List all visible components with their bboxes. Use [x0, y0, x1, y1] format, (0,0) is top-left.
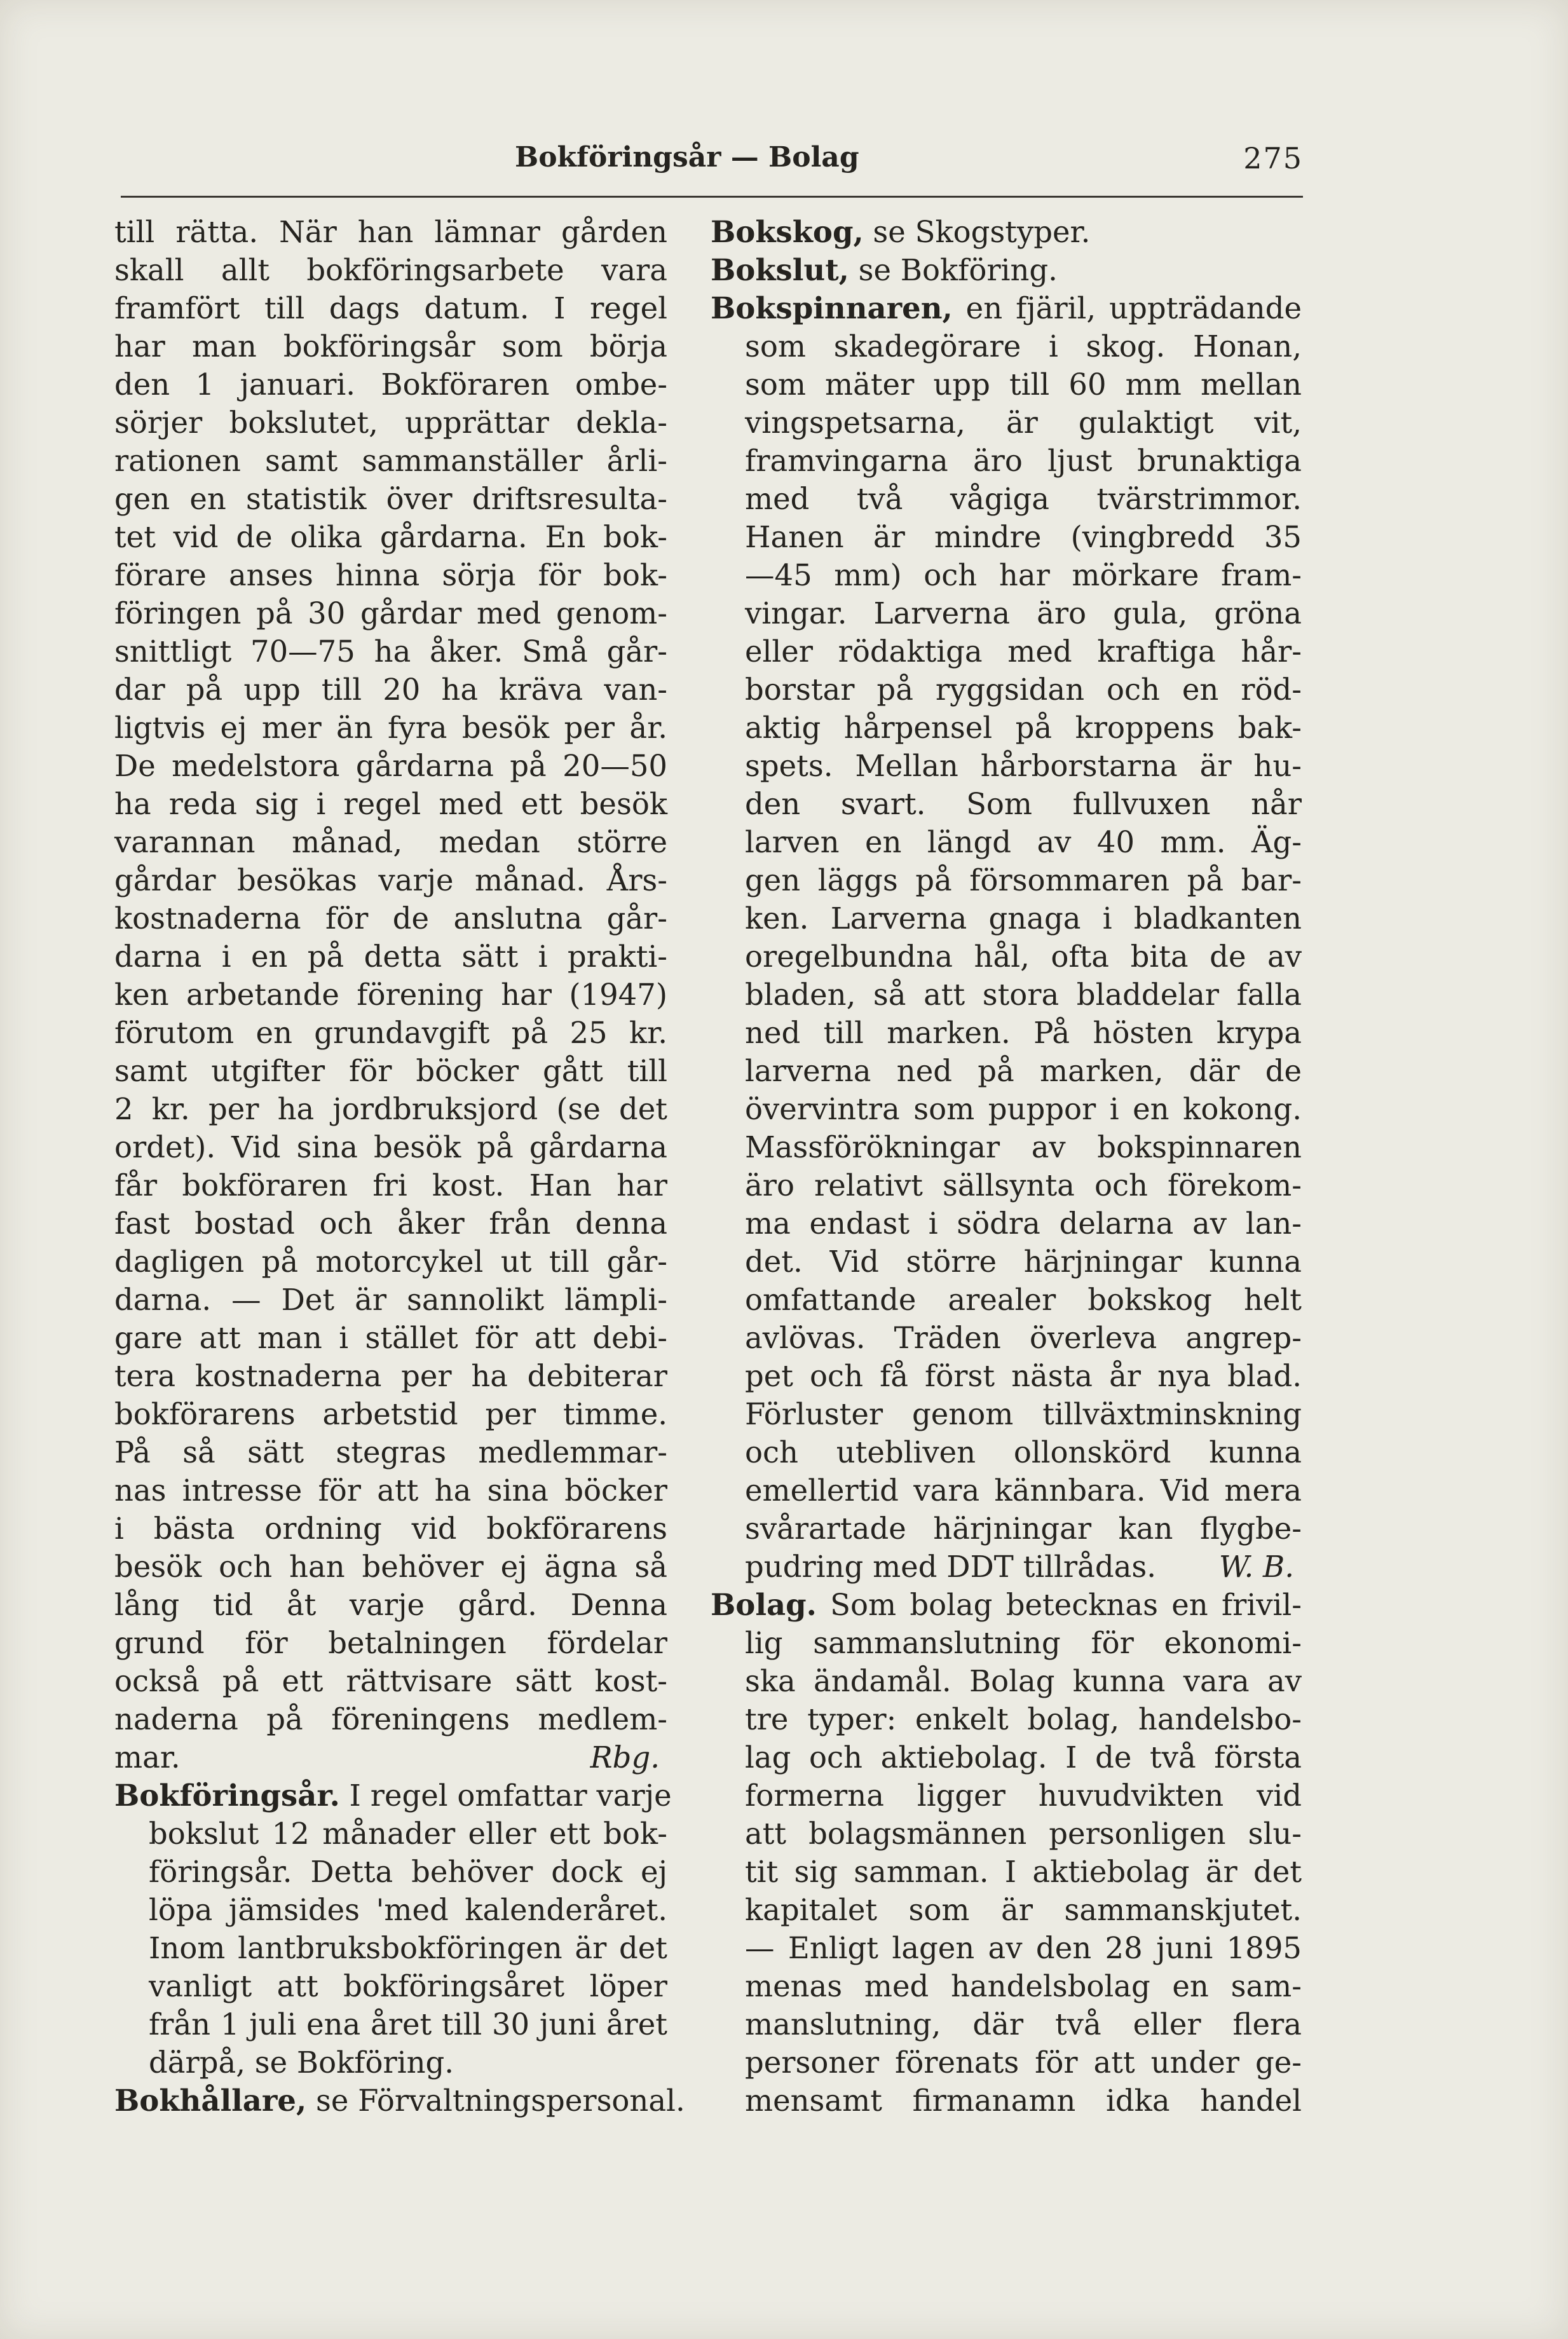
text-line: som mäter upp till 60 mm mellan	[745, 367, 1302, 402]
header-rule	[121, 196, 1303, 198]
running-head: Bokföringsår — Bolag	[515, 141, 859, 174]
text-line: avlövas. Träden överleva angrep-	[745, 1321, 1302, 1355]
entry-last-line: pudring med DDT tillrådas.	[745, 1550, 1156, 1584]
text-line: till rätta. När han lämnar gården	[114, 215, 667, 249]
text-line: larven en längd av 40 mm. Äg-	[745, 825, 1302, 859]
entry-headword: Bokhållare,	[114, 2083, 307, 2118]
text-line: Massförökningar av bokspinnaren	[745, 1130, 1302, 1164]
entry-body	[114, 1815, 667, 2043]
text-line: varannan månad, medan större	[114, 825, 667, 859]
text-line: ken. Larverna gnaga i bladkanten	[745, 901, 1302, 936]
text-line: att bolagsmännen personligen slu-	[745, 1817, 1302, 1851]
text-line: oregelbundna hål, ofta bita de av	[745, 939, 1302, 974]
text-line: —45 mm) och har mörkare fram-	[745, 558, 1302, 592]
text-line: snittligt 70—75 ha åker. Små går-	[114, 634, 667, 669]
entry-headword: Bolag.	[711, 1587, 817, 1622]
entry-bolag	[711, 1586, 1302, 2120]
text-line: — Enligt lagen av den 28 juni 1895	[745, 1931, 1302, 1965]
text-line: aktig hårpensel på kroppens bak-	[745, 711, 1302, 745]
entry-text: en fjäril, uppträdande	[952, 291, 1302, 325]
text-line: från 1 juli ena året till 30 juni året	[149, 2007, 667, 2042]
entry-text: se Förvaltningspersonal.	[306, 2083, 685, 2118]
entry-bokspinnaren	[711, 289, 1302, 1586]
text-line: den 1 januari. Bokföraren ombe-	[114, 367, 667, 402]
text-line: med två vågiga tvärstrimmor.	[745, 482, 1302, 516]
entry-body	[711, 1624, 1302, 2120]
text-line: darna i en på detta sätt i prakti-	[114, 939, 667, 974]
text-line: 2 kr. per ha jordbruksjord (se det	[114, 1092, 667, 1126]
text-line: gen läggs på försommaren på bar-	[745, 863, 1302, 897]
text-line: vanligt att bokföringsåret löper	[149, 1969, 667, 2003]
text-line: får bokföraren fri kost. Han har	[114, 1168, 667, 1203]
text-line: ligtvis ej mer än fyra besök per år.	[114, 711, 667, 745]
text-line: menas med handelsbolag en sam-	[745, 1969, 1302, 2003]
entry-headword: Bokspinnaren,	[711, 290, 953, 325]
text-line: formerna ligger huvudvikten vid	[745, 1778, 1302, 1813]
text-line: löpa jämsides 'med kalenderåret.	[149, 1893, 667, 1927]
author-signature: W. B.	[1218, 1550, 1294, 1584]
text-line: besök och han behöver ej ägna så	[114, 1550, 667, 1584]
text-line: gen en statistik över driftsresulta-	[114, 482, 667, 516]
entry-headword: Bokskog,	[711, 214, 864, 249]
text-line: ska ändamål. Bolag kunna vara av	[745, 1664, 1302, 1698]
entry-bokskog	[711, 213, 1302, 251]
text-line: larverna ned på marken, där de	[745, 1054, 1302, 1088]
text-line: eller rödaktiga med kraftiga hår-	[745, 634, 1302, 669]
text-line: ma endast i södra delarna av lan-	[745, 1206, 1302, 1241]
paragraph-end-line	[114, 1738, 667, 1776]
page-number: 275	[1243, 141, 1303, 175]
text-line: grund för betalningen fördelar	[114, 1626, 667, 1660]
text-line: omfattande arealer bokskog helt	[745, 1283, 1302, 1317]
right-column	[711, 213, 1302, 2120]
continued-paragraph	[114, 213, 667, 1738]
text-line: kapitalet som är sammanskjutet.	[745, 1893, 1302, 1927]
text-line: i bästa ordning vid bokförarens	[114, 1511, 667, 1546]
entry-bokforingsar	[114, 1776, 672, 2082]
text-line: lång tid åt varje gård. Denna	[114, 1588, 667, 1622]
text-line: den svart. Som fullvuxen når	[745, 787, 1302, 821]
text-line: darna. — Det är sannolikt lämpli-	[114, 1283, 667, 1317]
text-line: tre typer: enkelt bolag, handelsbo-	[745, 1702, 1302, 1736]
text-line: spets. Mellan hårborstarna är hu-	[745, 749, 1302, 783]
text-line: manslutning, där två eller flera	[745, 2007, 1302, 2042]
text-line: skall allt bokföringsarbete vara	[114, 253, 667, 287]
entry-text: I regel omfattar varje	[339, 1778, 672, 1813]
text-line: föringsår. Detta behöver dock ej	[149, 1855, 667, 1889]
text-line: vingspetsarna, är gulaktigt vit,	[745, 406, 1302, 440]
text-line: lig sammanslutning för ekonomi-	[745, 1626, 1302, 1660]
text-line: ordet). Vid sina besök på gårdarna	[114, 1130, 667, 1164]
entry-bokhallare	[114, 2082, 685, 2120]
entry-headword: Bokföringsår.	[114, 1778, 340, 1813]
text-line: mensamt firmanamn idka handel	[745, 2083, 1302, 2118]
text-line: rationen samt sammanställer årli-	[114, 444, 667, 478]
text-line: samt utgifter för böcker gått till	[114, 1054, 667, 1088]
text-line: fast bostad och åker från denna	[114, 1206, 667, 1241]
entry-last-line: därpå, se Bokföring.	[149, 2045, 454, 2080]
entry-bokslut	[711, 251, 1302, 289]
text-line: Hanen är mindre (vingbredd 35	[745, 520, 1302, 554]
text-line: dagligen på motorcykel ut till går-	[114, 1245, 667, 1279]
text-line: ned till marken. På hösten krypa	[745, 1016, 1302, 1050]
text-line: emellertid vara kännbara. Vid mera	[745, 1473, 1302, 1508]
text-line: Inom lantbruksbokföringen är det	[149, 1931, 667, 1965]
text-line: svårartade härjningar kan flygbe-	[745, 1511, 1302, 1546]
text-line: gare att man i stället för att debi-	[114, 1321, 667, 1355]
page-header	[121, 141, 1303, 186]
text-line: tet vid de olika gårdarna. En bok-	[114, 520, 667, 554]
text-line: ha reda sig i regel med ett besök	[114, 787, 667, 821]
text-line: och utebliven ollonskörd kunna	[745, 1435, 1302, 1470]
text-line: tera kostnaderna per ha debiterar	[114, 1359, 667, 1393]
text-line: förutom en grundavgift på 25 kr.	[114, 1016, 667, 1050]
text-line: bladen, så att stora bladdelar falla	[745, 978, 1302, 1012]
text-line: också på ett rättvisare sätt kost-	[114, 1664, 667, 1698]
entry-body	[711, 327, 1302, 1548]
text-line: nas intresse för att ha sina böcker	[114, 1473, 667, 1508]
paragraph-last-line: mar.	[114, 1740, 181, 1775]
text-line: bokförarens arbetstid per timme.	[114, 1397, 667, 1431]
text-line: föringen på 30 gårdar med genom-	[114, 596, 667, 631]
text-line: sörjer bokslutet, upprättar dekla-	[114, 406, 667, 440]
text-line: som skadegörare i skog. Honan,	[745, 329, 1302, 364]
entry-text: se Skogstyper.	[863, 215, 1091, 249]
text-line: naderna på föreningens medlem-	[114, 1702, 667, 1736]
text-line: På så sätt stegras medlemmar-	[114, 1435, 667, 1470]
text-line: De medelstora gårdarna på 20—50	[114, 749, 667, 783]
text-line: har man bokföringsår som börja	[114, 329, 667, 364]
entry-text: se Bokföring.	[849, 253, 1058, 287]
text-line: personer förenats för att under ge-	[745, 2045, 1302, 2080]
text-line: kostnaderna för de anslutna går-	[114, 901, 667, 936]
left-column	[114, 213, 685, 2120]
text-line: pet och få först nästa år nya blad.	[745, 1359, 1302, 1393]
text-line: framvingarna äro ljust brunaktiga	[745, 444, 1302, 478]
text-line: förare anses hinna sörja för bok-	[114, 558, 667, 592]
text-line: dar på upp till 20 ha kräva van-	[114, 672, 667, 707]
text-line: Förluster genom tillväxtminskning	[745, 1397, 1302, 1431]
text-line: vingar. Larverna äro gula, gröna	[745, 596, 1302, 631]
entry-headword: Bokslut,	[711, 252, 849, 287]
entry-text: Som bolag betecknas en frivil-	[816, 1588, 1302, 1622]
text-line: gårdar besökas varje månad. Års-	[114, 863, 667, 897]
text-line: lag och aktiebolag. I de två första	[745, 1740, 1302, 1775]
text-line: framfört till dags datum. I regel	[114, 291, 667, 325]
author-signature: Rbg.	[590, 1740, 660, 1775]
text-line: det. Vid större härjningar kunna	[745, 1245, 1302, 1279]
text-line: borstar på ryggsidan och en röd-	[745, 672, 1302, 707]
text-line: äro relativt sällsynta och förekom-	[745, 1168, 1302, 1203]
text-line: övervintra som puppor i en kokong.	[745, 1092, 1302, 1126]
text-line: bokslut 12 månader eller ett bok-	[149, 1817, 667, 1851]
entry-end-line	[711, 1548, 1302, 1586]
text-line: tit sig samman. I aktiebolag är det	[745, 1855, 1302, 1889]
text-line: ken arbetande förening har (1947)	[114, 978, 667, 1012]
